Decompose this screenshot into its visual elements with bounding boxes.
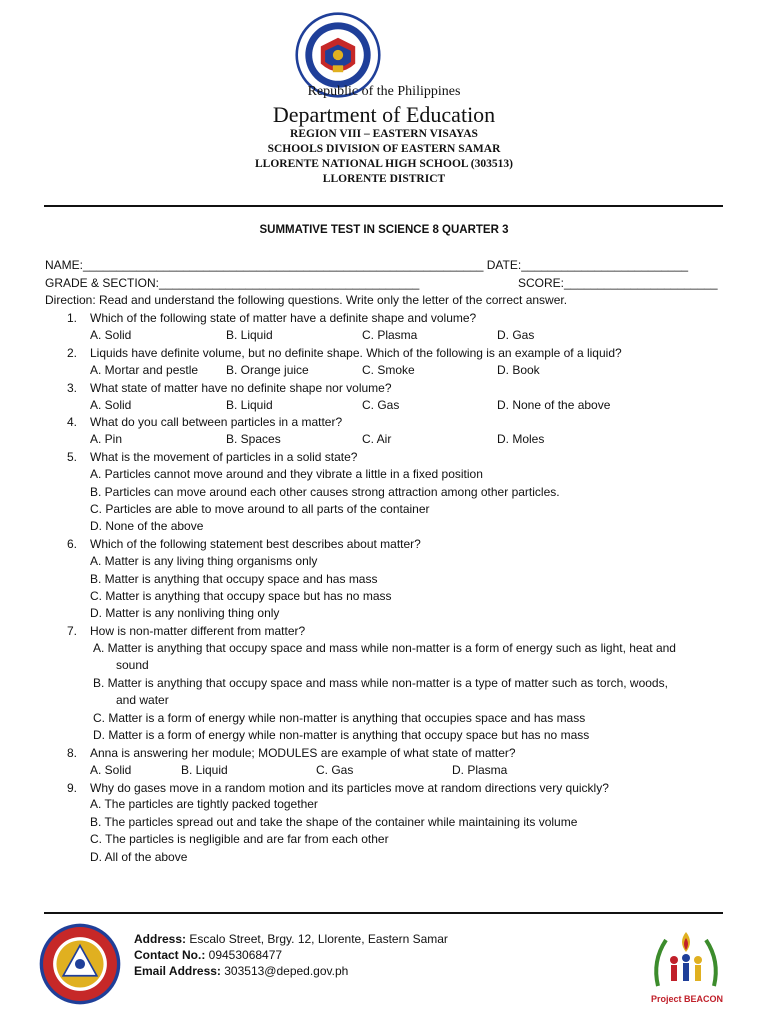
question-item (45, 780, 725, 798)
option-d: D. Book (497, 363, 540, 377)
option-d: D. Plasma (452, 763, 508, 777)
option-b: B. Liquid (226, 328, 273, 342)
option-a: A. Mortar and pestle (90, 363, 199, 377)
question-text: Why do gases move in a random motion and its particles move at random directions very quickly? (90, 781, 609, 795)
project-beacon-logo-icon (648, 926, 724, 996)
school-logo-icon (38, 922, 122, 1006)
test-title: SUMMATIVE TEST IN SCIENCE 8 QUARTER 3 (259, 224, 509, 236)
option-c: C. Matter is anything that occupy space but has no mass (90, 589, 392, 603)
option-b: B. Spaces (226, 432, 281, 446)
option-b: B. Matter is anything that occupy space and mass while non-matter is a type of matter such as torch, woods, (93, 676, 668, 690)
option-d: D. Gas (497, 328, 535, 342)
option-a: A. Matter is anything that occupy space and mass while non-matter is a form of energy such as light, heat and (93, 641, 676, 655)
question-text: What is the movement of particles in a solid state? (90, 450, 358, 464)
contact-value: 09453068477 (205, 948, 283, 962)
option-b: B. Orange juice (226, 363, 309, 377)
option-a: A. Matter is any living thing organisms only (90, 554, 318, 568)
question-item (45, 310, 725, 328)
option-b: B. Particles can move around each other causes strong attraction among other particles. (90, 485, 560, 499)
direction-text: Direction: Read and understand the following questions. Write only the letter of the correct answer. (45, 293, 568, 307)
question-item (45, 345, 725, 363)
option-c: C. Gas (362, 398, 400, 412)
question-number: 9. (66, 781, 77, 795)
question-item (45, 449, 725, 467)
option-c: C. The particles is negligible and are far from each other (90, 832, 389, 846)
option-a: A. The particles are tightly packed together (90, 797, 318, 811)
option-a: A. Pin (90, 432, 123, 446)
question-text: What do you call between particles in a matter? (90, 415, 343, 429)
option-d: D. Matter is any nonliving thing only (90, 606, 280, 620)
question-number: 2. (66, 346, 77, 360)
school-line: LLORENTE NATIONAL HIGH SCHOOL (303513) (255, 158, 513, 170)
email-value: 303513@deped.gov.ph (220, 964, 349, 978)
option-c: C. Air (362, 432, 392, 446)
region-line: REGION VIII – EASTERN VISAYAS (290, 128, 478, 140)
option-d: D. All of the above (90, 850, 188, 864)
option-a: A. Particles cannot move around and they vibrate a little in a fixed position (90, 467, 483, 481)
option-b: B. Matter is anything that occupy space and has mass (90, 572, 378, 586)
contact-line (134, 948, 282, 962)
score-line: SCORE:_______________________ (518, 276, 718, 290)
email-line (134, 964, 348, 978)
question-text: Which of the following state of matter have a definite shape and volume? (90, 311, 477, 325)
option-b: B. The particles spread out and take the shape of the container while maintaining its volume (90, 815, 578, 829)
option-c: C. Gas (316, 763, 354, 777)
division-line: SCHOOLS DIVISION OF EASTERN SAMAR (267, 143, 501, 155)
option-a: A. Solid (90, 328, 132, 342)
question-number: 1. (66, 311, 77, 325)
option-c: C. Smoke (362, 363, 415, 377)
header-divider (44, 205, 723, 207)
option-c: C. Plasma (362, 328, 418, 342)
option-d: D. Moles (497, 432, 545, 446)
option-a: A. Solid (90, 398, 132, 412)
question-item (45, 380, 725, 398)
option-a: A. Solid (90, 763, 132, 777)
question-number: 7. (66, 624, 77, 638)
grade-section-line: GRADE & SECTION:_______________________________________ (45, 276, 420, 290)
option-b: B. Liquid (226, 398, 273, 412)
question-item (45, 623, 725, 641)
question-text: Liquids have definite volume, but no definite shape. Which of the following is an example of a liquid? (90, 346, 622, 360)
question-text: What state of matter have no definite shape nor volume? (90, 381, 392, 395)
department-title: Department of Education (272, 102, 496, 127)
option-c: C. Particles are able to move around to all parts of the container (90, 502, 430, 516)
contact-label: Contact No.: (134, 948, 206, 962)
question-item (45, 536, 725, 554)
question-number: 4. (66, 415, 77, 429)
option-d: D. Matter is a form of energy while non-matter is anything that occupy space but has no mass (93, 728, 590, 742)
question-text: Which of the following statement best describes about matter? (90, 537, 421, 551)
option-d: D. None of the above (497, 398, 611, 412)
question-text: How is non-matter different from matter? (90, 624, 306, 638)
option-d: D. None of the above (90, 519, 204, 533)
question-number: 6. (66, 537, 77, 551)
project-beacon-label: Project BEACON (650, 994, 723, 1004)
option-c: C. Matter is a form of energy while non-matter is anything that occupies space and has mass (93, 711, 586, 725)
question-text: Anna is answering her module; MODULES are example of what state of matter? (90, 746, 516, 760)
republic-line: Republic of the Philippines (307, 84, 461, 99)
question-item (45, 745, 725, 763)
option-a-continued: sound (116, 658, 149, 672)
option-b: B. Liquid (181, 763, 228, 777)
question-number: 8. (66, 746, 77, 760)
address-value: Escalo Street, Brgy. 12, Llorente, Eastern Samar (186, 932, 448, 946)
option-b-continued: and water (116, 693, 169, 707)
district-line: LLORENTE DISTRICT (322, 173, 446, 185)
question-item (45, 414, 725, 432)
question-number: 3. (66, 381, 77, 395)
name-date-line: NAME:____________________________________________________________ DATE:_________________________ (45, 258, 689, 272)
email-label: Email Address: (134, 964, 221, 978)
address-line (134, 932, 448, 946)
question-number: 5. (66, 450, 77, 464)
footer-divider (44, 912, 723, 914)
address-label: Address: (134, 932, 187, 946)
